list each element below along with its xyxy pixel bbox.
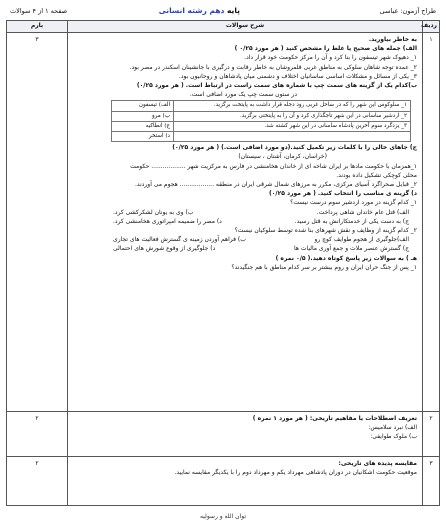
option: ب) وی به یونان لشکرکشی کرد. (113, 208, 194, 216)
match-table (111, 100, 411, 142)
q3-title: مقایسه پدیده های تاریخی: (338, 460, 417, 467)
match-text (174, 132, 411, 142)
option: د) جلوگیری از وقوع شورش های احتمالی (113, 245, 216, 253)
q3-text: موقعیت حکومت اشکانیان در دوران پادشاهی مهرداد یکم و مهرداد دوم را با یکدیگر مقایسه نمایید. (174, 469, 417, 477)
question-row-1 (7, 33, 440, 412)
part-a-title: الف) جمله های صحیح یا غلط را مشخص کنید ( هر مورد ۰/۲۵ ) (234, 45, 417, 53)
question-body (68, 412, 423, 457)
row-number: ۲ (423, 412, 440, 457)
question-body (68, 457, 423, 506)
option-row (73, 208, 417, 217)
question-row-3 (7, 457, 440, 506)
option: الف) قتل عام خاندان شاهی پرداخت. (316, 208, 409, 216)
col-questions: شرح سوالات (68, 21, 423, 33)
option: الف)جلوگیری از هجوم طوایف کوچ رو (314, 236, 409, 244)
option-row (73, 217, 417, 226)
part-a-item: ۲_ عمده توجه شاهان سلوکی به مناطق غربی قلمروشان به خاطر رقابت و درگیری با جانشینان اسکندر در مصر بود. (129, 63, 417, 71)
q2-item: ب) ملوک طوایفی: (370, 433, 417, 441)
option: ب) فراهم آوردن زمینه ی گسترش فعالیت های تجاری (113, 236, 246, 244)
question-body (68, 33, 423, 412)
match-label: الف) تیسفون (112, 101, 174, 111)
footer-text: توان الله و رسولیه (199, 513, 247, 520)
match-label: ج) انطاکیه (112, 121, 174, 131)
match-row (112, 111, 411, 121)
part-e-item: ۱_ پس از جنگ حران ایران و روم بیشتر بر سر کدام مناطق با هم جنگیدند؟ (231, 263, 417, 271)
title-prefix: پایه (224, 6, 240, 15)
part-b-title: ب)کدام یک از گزینه های سمت چپ با شماره های سمت راست در ارتباط است. ( هر مورد ۰/۲۵) (136, 82, 417, 90)
score-value: ۲ (7, 412, 68, 457)
part-e-title: هـ ) به سوالات زیر پاسخ کوتاه دهید.( ۰/۵ نمره ) (275, 254, 417, 262)
part-d-title: د) گزینه ی مناسب را انتخاب کنید. ( هر مورد ۰/۲۵) (268, 190, 417, 198)
part-c-item: ۱_همزمان با حکومت مادها بر ایران شاخه ای از خاندان هخامنشی در فارس به مرکزیت شهر .................. حکومت (130, 162, 417, 170)
page-info: صفحه ۱ از ۴ سوالات (10, 7, 68, 15)
title-highlight: دهم رشته انسانی (158, 6, 225, 15)
exam-header (6, 4, 440, 18)
questions-table (6, 20, 440, 506)
option-row (73, 235, 417, 244)
row-number: ۱ (423, 33, 440, 412)
part-b-note: در ستون سمت چپ یک مورد اضافی است. (189, 91, 297, 99)
match-row (112, 132, 411, 142)
part-c-item: ۲_ قبایل صحراگرد آسیای مرکزی، مکرر به مرزهای شمال شرقی ایران در منطقه .................. هجوم می آوردند. (135, 181, 417, 189)
option-row (73, 244, 417, 253)
part-c-words: (خراسان، کرمان، آشتان ، سیستان) (238, 153, 327, 161)
match-label: ب) مرو (112, 111, 174, 121)
part-a-item: ۱_ دهیوک شهر تیسفون را بنا کرد و آن را مرکز حکومت خود قرار داد. (244, 54, 417, 62)
match-label: د) استخر (112, 132, 174, 142)
designer-label: طراح آزمون: عباسی (379, 7, 436, 15)
score-value: ۲ (7, 457, 68, 506)
exam-page (6, 4, 440, 520)
option: ج) گسترش عنصر ملات و جمع آوری مالیات ها (293, 245, 409, 253)
part-d-question: ۲_ کدام گزینه از وظایف و نقش شهرهای بنا شده توسط سلوکیان نیست؟ (234, 227, 417, 235)
q2-item: الف) نبرد سلامیس: (368, 424, 417, 432)
part-c-item: محلی کوچکی تشکیل داده بودند. (336, 171, 417, 179)
q2-title: تعریف اصطلاحات یا مفاهیم تاریخی: ( هر مورد ۱ نمره ) (252, 415, 417, 422)
option: د) مصر را ضمیمه امپراتوری هخامنشی کرد. (113, 217, 222, 225)
score-value: ۳ (7, 33, 68, 412)
match-row (112, 101, 411, 111)
part-d-question: ۱_ کدام گزینه در مورد اردشیر سوم درست نیست؟ (290, 199, 417, 207)
part-a-item: ۳_ یکی از مسائل و مشکلات اساسی ساسانیان اختلاف و دشمنی میان پادشاهان و روحانیون بود. (178, 72, 417, 80)
section-heading: به خاطر بیاورید. (368, 36, 417, 43)
match-text: ۳_ یزدگرد سوم آخرین پادشاه ساسانی در این شهر کشته شد. (174, 121, 411, 131)
match-row (112, 121, 411, 131)
match-text: ۱_ سلوکوس این شهر را که در ساحل غربی رود دجله قرار داشت به پایتخت برگزید. (174, 101, 411, 111)
table-header-row (7, 21, 440, 33)
col-row: ردیف (423, 21, 440, 33)
exam-title (159, 6, 240, 15)
row-number: ۳ (423, 457, 440, 506)
match-text: ۲_ اردشیر ساسانی در این شهر تاجگذاری کرد و آن را به پایتختی برگزید. (174, 111, 411, 121)
col-score: بارم (7, 21, 68, 33)
question-row-2 (7, 412, 440, 457)
part-c-title: ج) جاهای خالی را با کلمات زیر تکمیل کنید.(دو مورد اضافی است.) ( هر مورد ۰/۲۵) (172, 144, 417, 152)
option: ج) به دست یکی از خدمتکارانش به قتل رسید. (294, 217, 409, 225)
